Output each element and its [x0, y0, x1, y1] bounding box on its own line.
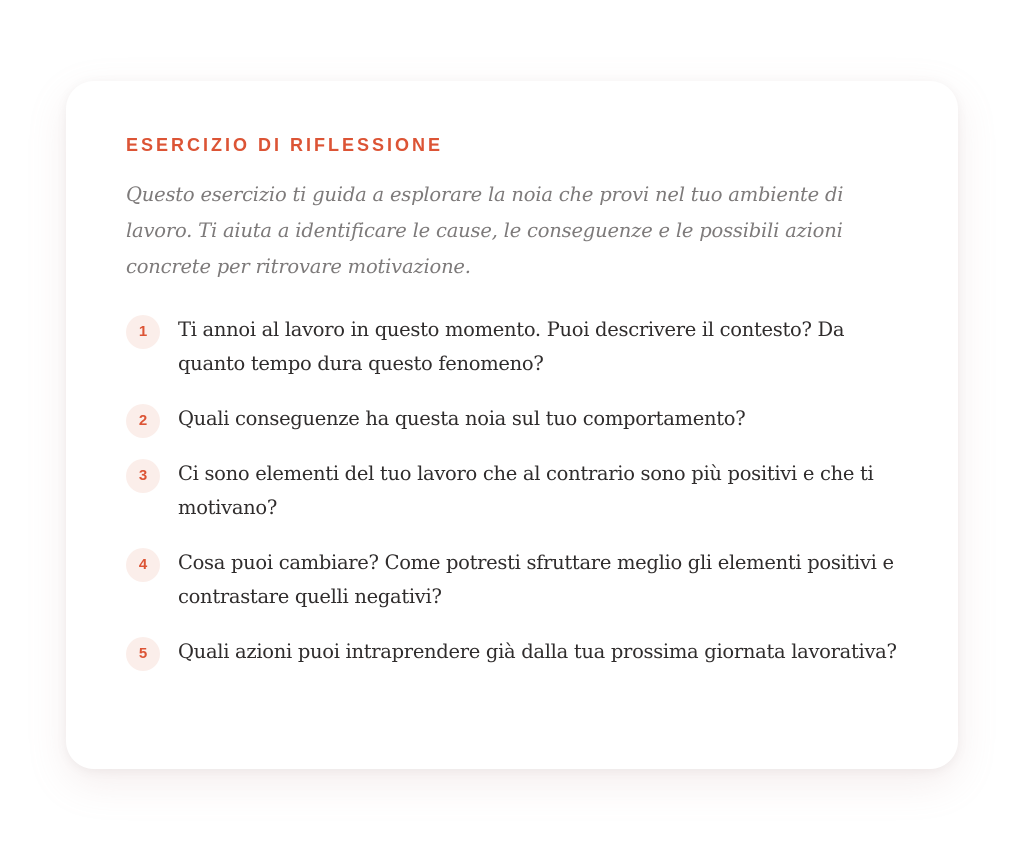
question-item [126, 457, 898, 525]
question-text: Quali azioni puoi intraprendere già dalla tua prossima giornata lavorativa? [178, 640, 897, 663]
question-number-badge: 3 [126, 459, 160, 493]
question-item [126, 635, 898, 669]
question-list [126, 313, 898, 669]
question-item [126, 546, 898, 614]
exercise-card [66, 81, 958, 769]
exercise-intro: Questo esercizio ti guida a esplorare la noia che provi nel tuo ambiente di lavoro. Ti aiuta a identificare le cause, le conseguenze e le possibili azioni concrete per ritrovare motivazione. [126, 183, 844, 278]
question-number-badge: 1 [126, 315, 160, 349]
question-number-badge: 2 [126, 404, 160, 438]
question-text: Cosa puoi cambiare? Come potresti sfruttare meglio gli elementi positivi e contrastare quelli negativi? [178, 551, 894, 608]
question-item [126, 402, 898, 436]
question-number-badge: 5 [126, 637, 160, 671]
question-text: Quali conseguenze ha questa noia sul tuo comportamento? [178, 407, 746, 430]
question-item [126, 313, 898, 381]
question-number-badge: 4 [126, 548, 160, 582]
question-text: Ti annoi al lavoro in questo momento. Puoi descrivere il contesto? Da quanto tempo dura questo fenomeno? [178, 318, 845, 375]
exercise-kicker: ESERCIZIO DI RIFLESSIONE [126, 135, 444, 155]
question-text: Ci sono elementi del tuo lavoro che al contrario sono più positivi e che ti motivano? [178, 462, 874, 519]
